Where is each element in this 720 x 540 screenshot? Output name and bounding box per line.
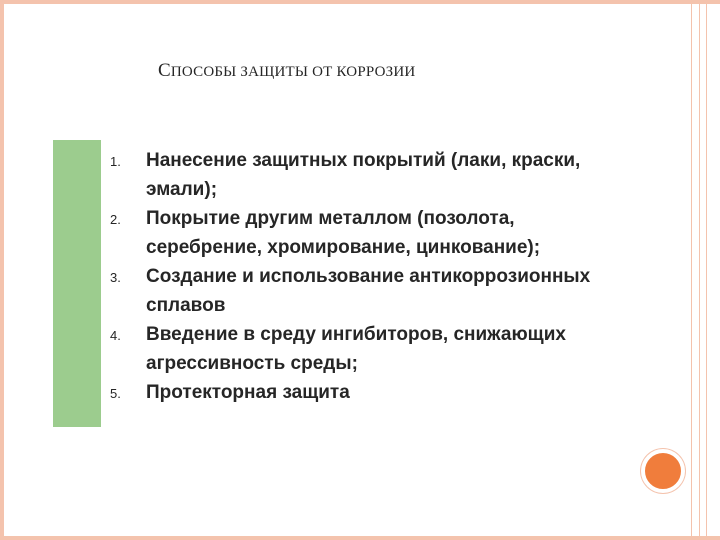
list-item bbox=[106, 204, 626, 262]
list-item-number: 5. bbox=[110, 386, 121, 401]
list-item-text: Создание и использование антикоррозионных сплавов bbox=[146, 266, 591, 316]
list-item-text: Покрытие другим металлом (позолота, серебрение, хромирование, цинкование); bbox=[146, 208, 541, 258]
title-rest: ПОСОБЫ ЗАЩИТЫ ОТ КОРРОЗИИ bbox=[170, 64, 416, 80]
list-item bbox=[106, 378, 626, 407]
frame-right-line bbox=[691, 0, 692, 540]
list-item bbox=[106, 320, 626, 378]
list-item-text: Протекторная защита bbox=[146, 382, 350, 403]
list-item bbox=[106, 262, 626, 320]
list-item-number: 1. bbox=[110, 154, 121, 169]
list-item bbox=[106, 146, 626, 204]
decorative-circle bbox=[641, 449, 685, 493]
frame-bottom-border bbox=[0, 536, 720, 540]
frame-top-border bbox=[0, 0, 720, 4]
title-first-letter: С bbox=[158, 60, 171, 81]
list-item-text: Введение в среду ингибиторов, снижающих агрессивность среды; bbox=[146, 324, 566, 374]
methods-list bbox=[106, 146, 626, 407]
list-item-number: 3. bbox=[110, 270, 121, 285]
frame-right-line bbox=[699, 0, 700, 540]
frame-left-border bbox=[0, 0, 4, 540]
slide-title bbox=[158, 60, 415, 82]
list-item-number: 2. bbox=[110, 212, 121, 227]
accent-bar bbox=[53, 140, 101, 427]
list-item-text: Нанесение защитных покрытий (лаки, краски, эмали); bbox=[146, 150, 581, 200]
frame-right-line bbox=[706, 0, 707, 540]
list-item-number: 4. bbox=[110, 328, 121, 343]
